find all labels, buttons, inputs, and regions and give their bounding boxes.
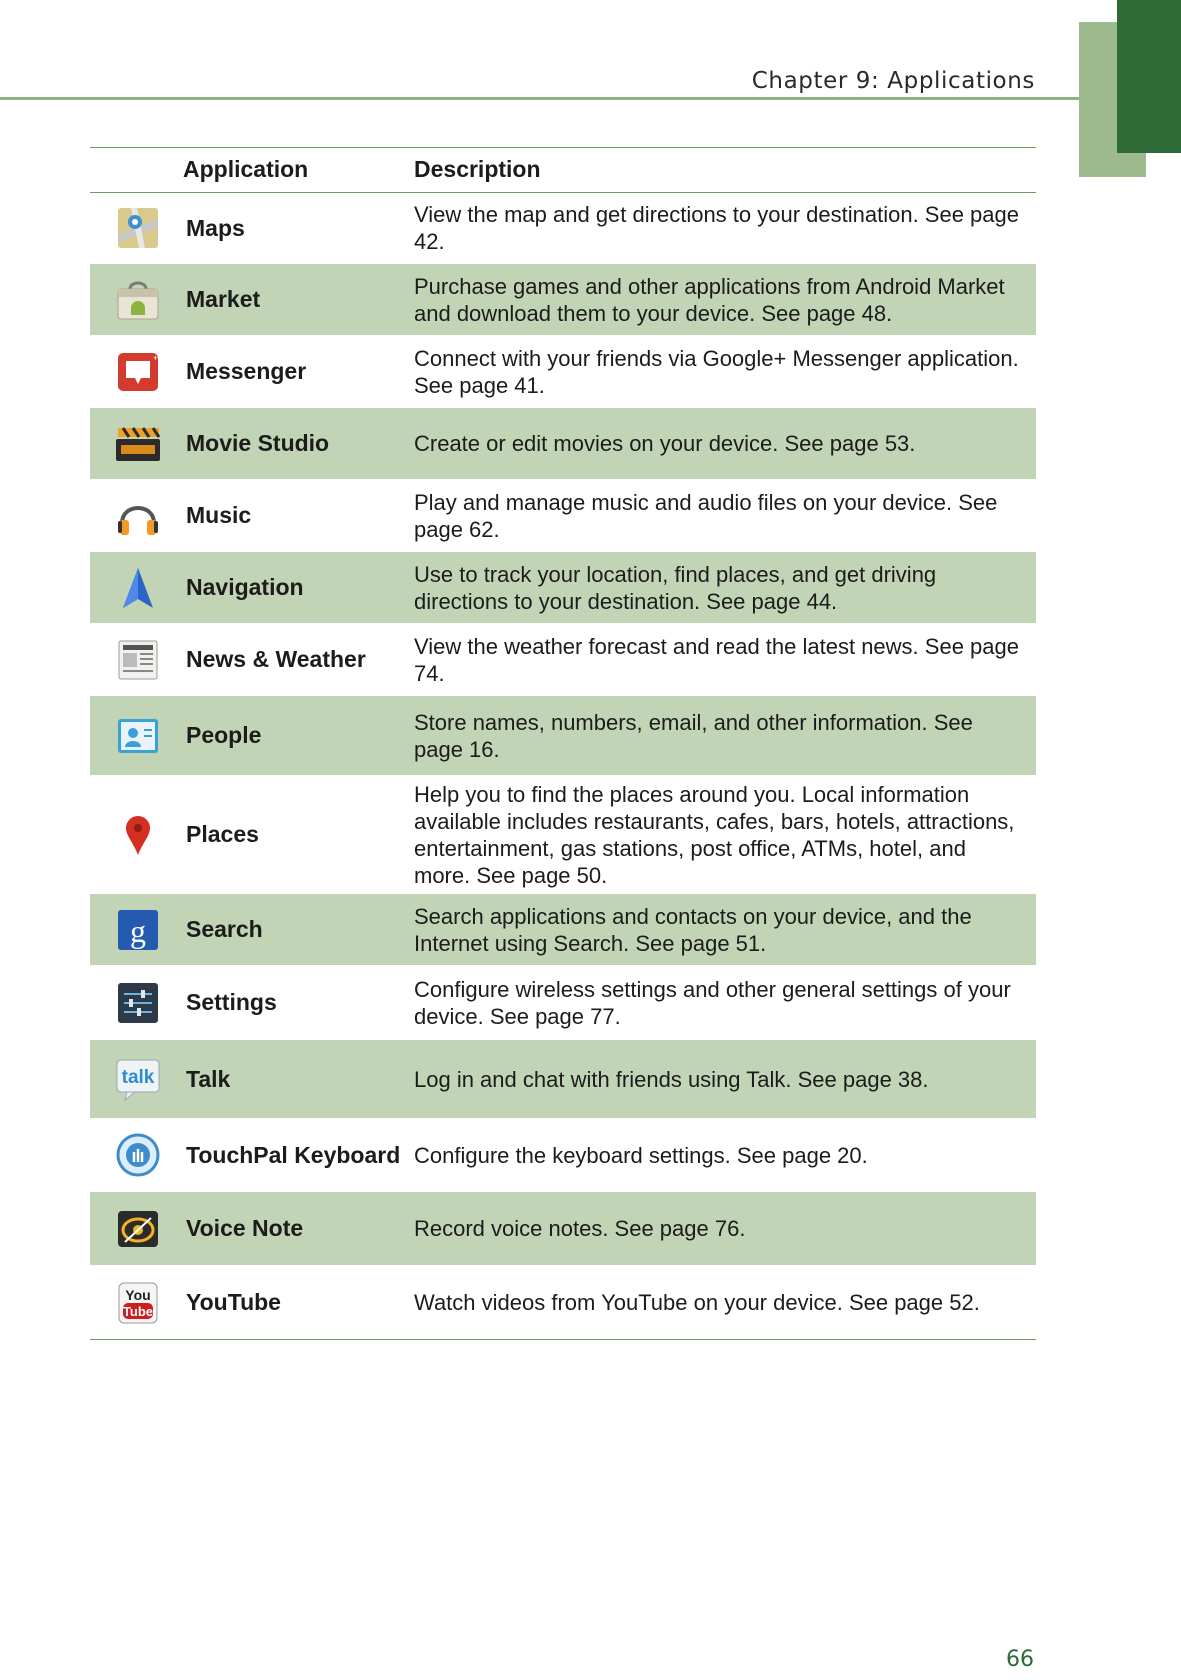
app-icon-cell — [90, 1056, 186, 1102]
table-row — [90, 1119, 1036, 1192]
table-header — [90, 147, 1036, 193]
table-row — [90, 1192, 1036, 1266]
places-icon — [115, 812, 161, 858]
table-row — [90, 624, 1036, 696]
app-description: Record voice notes. See page 76. — [414, 1216, 746, 1241]
app-description: View the map and get directions to your destination. See page 42. — [414, 202, 1019, 254]
table-row — [90, 894, 1036, 966]
svg-text:+: + — [153, 352, 159, 363]
talk-icon — [115, 1056, 161, 1102]
app-icon-cell — [90, 980, 186, 1026]
news-weather-icon — [115, 637, 161, 683]
app-name: YouTube — [186, 1289, 281, 1315]
app-name: TouchPal Keyboard — [186, 1141, 401, 1168]
movie-studio-icon — [115, 421, 161, 467]
market-icon — [115, 277, 161, 323]
chapter-tab-dark — [1117, 0, 1181, 153]
people-icon — [115, 713, 161, 759]
column-header-application: Application — [183, 156, 309, 182]
chapter-title: Chapter 9: Applications — [751, 68, 1035, 94]
maps-icon — [115, 205, 161, 251]
app-description: Configure the keyboard settings. See page 20. — [414, 1142, 868, 1168]
header-rule — [0, 97, 1079, 100]
app-name: Market — [186, 286, 261, 312]
app-icon-cell — [90, 1280, 186, 1326]
music-icon — [115, 493, 161, 539]
app-icon-cell — [90, 1206, 186, 1252]
app-name: Messenger — [186, 358, 307, 384]
app-name: People — [186, 722, 262, 748]
app-description: Watch videos from YouTube on your device. See page 52. — [414, 1290, 980, 1315]
app-icon-cell — [90, 277, 186, 323]
table-row — [90, 480, 1036, 552]
youtube-icon — [115, 1280, 161, 1326]
app-description: Use to track your location, find places, and get driving directions to your destination. See page 44. — [414, 561, 937, 614]
table-row — [90, 336, 1036, 408]
app-icon-cell — [90, 349, 186, 395]
table-row — [90, 1266, 1036, 1340]
table-row — [90, 966, 1036, 1040]
column-header-description: Description — [414, 156, 541, 182]
svg-text:g: g — [130, 912, 146, 949]
app-icon-cell — [90, 421, 186, 467]
table-row — [90, 193, 1036, 264]
app-icon-cell — [90, 1132, 186, 1178]
svg-text:Tube: Tube — [122, 1303, 154, 1319]
table-row — [90, 696, 1036, 776]
table-row — [90, 408, 1036, 480]
app-name: News & Weather — [186, 646, 366, 672]
app-name: Search — [186, 916, 263, 942]
applications-table — [90, 147, 1036, 1340]
app-description: Configure wireless settings and other general settings of your device. See page 77. — [414, 976, 1011, 1029]
svg-text:talk: talk — [121, 1067, 155, 1088]
app-name: Settings — [186, 989, 277, 1015]
app-name: Voice Note — [186, 1215, 304, 1241]
table-row — [90, 776, 1036, 894]
table-row — [90, 552, 1036, 624]
app-name: Movie Studio — [186, 430, 330, 456]
search-icon — [115, 907, 161, 953]
app-description: Help you to find the places around you. Local information available includes restaurants, cafes, bars, hotels, attractions, entertainment, gas stations, post office, ATMs, hotel, and more. See page 50. — [414, 781, 1015, 888]
app-name: Music — [186, 502, 252, 528]
app-name: Maps — [186, 214, 245, 241]
app-description: Purchase games and other applications from Android Market and download them to your device. See page 48. — [414, 273, 1005, 326]
table-row — [90, 1040, 1036, 1119]
app-icon-cell — [90, 812, 186, 858]
table-body — [90, 193, 1036, 1340]
svg-text:You: You — [125, 1286, 151, 1303]
voice-note-icon — [115, 1206, 161, 1252]
messenger-icon — [115, 349, 161, 395]
app-icon-cell — [90, 205, 186, 251]
page-number: 66 — [1006, 1647, 1034, 1672]
navigation-icon — [115, 565, 161, 611]
app-description: Connect with your friends via Google+ Messenger application. See page 41. — [414, 345, 1019, 398]
app-icon-cell — [90, 493, 186, 539]
app-description: Store names, numbers, email, and other information. See page 16. — [414, 709, 973, 762]
app-description: Search applications and contacts on your device, and the Internet using Search. See page 51. — [414, 903, 972, 956]
app-name: Places — [186, 821, 259, 847]
app-description: View the weather forecast and read the latest news. See page 74. — [414, 633, 1019, 686]
app-name: Navigation — [186, 574, 304, 600]
app-icon-cell — [90, 637, 186, 683]
settings-icon — [115, 980, 161, 1026]
app-description: Create or edit movies on your device. See page 53. — [414, 431, 916, 456]
touchpal-keyboard-icon — [115, 1132, 161, 1178]
app-icon-cell — [90, 565, 186, 611]
table-row — [90, 264, 1036, 336]
app-name: Talk — [186, 1065, 231, 1092]
app-description: Play and manage music and audio files on your device. See page 62. — [414, 489, 998, 542]
app-icon-cell — [90, 907, 186, 953]
app-icon-cell — [90, 713, 186, 759]
app-description: Log in and chat with friends using Talk. See page 38. — [414, 1066, 929, 1092]
